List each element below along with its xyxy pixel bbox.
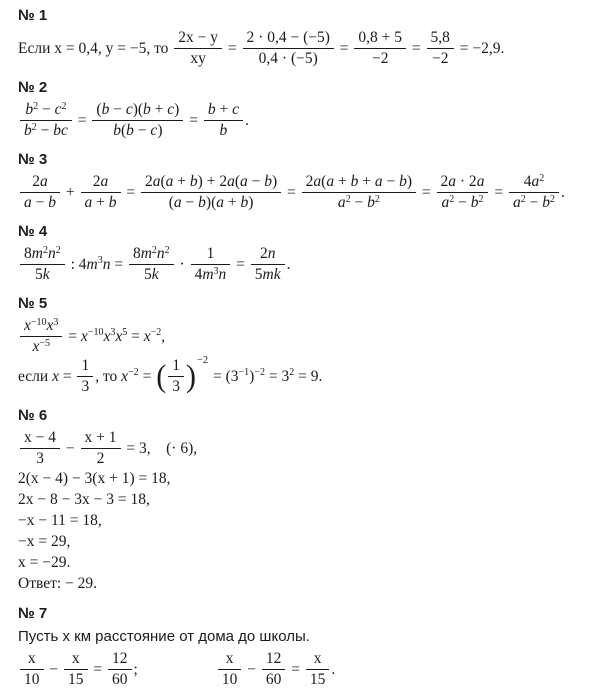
numerator: x xyxy=(218,650,242,670)
math-line xyxy=(18,245,590,284)
fraction xyxy=(241,29,336,68)
numerator: x xyxy=(306,650,330,670)
math-text: = $(3^{-1})^{-2} = 3^2 = 9$. xyxy=(209,367,323,385)
math-line xyxy=(18,511,590,531)
math-text: = xyxy=(408,39,425,57)
denominator: 60 xyxy=(112,671,128,688)
denominator: −2 xyxy=(371,50,389,67)
numerator: 1 xyxy=(77,357,93,377)
parenthesized-fraction xyxy=(155,357,209,396)
math-text: = xyxy=(287,660,304,678)
math-line xyxy=(18,357,590,396)
math-text: = −2,9. xyxy=(455,39,505,57)
numerator: x xyxy=(64,650,88,670)
problem-5 xyxy=(18,296,590,396)
denominator: $b^2$ − bc xyxy=(24,121,68,139)
math-text: 2(x − 4) − 3(x + 1) = 18, xyxy=(18,470,171,487)
numerator: 12 xyxy=(262,650,286,670)
denominator: xy xyxy=(190,50,206,67)
denominator: 3 xyxy=(172,378,180,395)
math-text: ; xyxy=(133,660,138,678)
numerator: 2a xyxy=(81,173,121,193)
denominator: a + b xyxy=(84,194,117,211)
problem-7 xyxy=(18,606,590,689)
math-text: если x = xyxy=(18,367,76,385)
denominator: 3 xyxy=(36,450,44,467)
problem-label: № 7 xyxy=(18,605,48,622)
numerator: x + 1 xyxy=(81,429,121,449)
math-line xyxy=(18,650,590,689)
problem-label: № 5 xyxy=(18,295,48,312)
math-line xyxy=(18,429,590,468)
denominator: 3 xyxy=(81,378,90,395)
fraction xyxy=(260,650,288,689)
denominator: $x^{-5}$ xyxy=(32,337,50,355)
math-line xyxy=(18,574,590,594)
numerator: $b^2 - c^2$ xyxy=(20,101,72,121)
denominator: 60 xyxy=(265,671,282,688)
numerator: 1 xyxy=(168,357,184,377)
fraction xyxy=(352,29,408,68)
denominator: 0,4 · (−5) xyxy=(258,50,318,67)
denominator: (a − b)(a + b) xyxy=(168,194,254,211)
denominator: 10 xyxy=(221,671,238,688)
fraction xyxy=(304,650,332,689)
numerator: (b − c)(b + c) xyxy=(92,101,183,121)
fraction xyxy=(172,29,224,68)
fraction xyxy=(249,245,287,284)
numerator: 5,8 xyxy=(427,29,454,49)
fraction xyxy=(18,650,46,689)
fraction xyxy=(18,173,62,212)
math-text: −x = 29, xyxy=(18,533,71,550)
math-text: Пусть x км расстояние от дома до школы. xyxy=(18,628,310,645)
math-text: + xyxy=(62,183,79,201)
numerator: 2a(a + b) + 2a(a − b) xyxy=(141,173,281,193)
denominator: b(b − c) xyxy=(113,122,163,139)
problem-6 xyxy=(18,408,590,594)
math-text: = xyxy=(89,660,106,678)
math-text: = xyxy=(185,111,202,129)
math-line xyxy=(18,490,590,510)
denominator: $4m^3n$ xyxy=(194,265,227,283)
math-text: = xyxy=(224,39,241,57)
numerator: 2a · 2a xyxy=(437,173,489,193)
math-text: . xyxy=(286,255,291,273)
numerator: 2a xyxy=(20,173,60,193)
math-text: 2x − 8 − 3x − 3 = 18, xyxy=(18,491,150,508)
fraction xyxy=(300,173,418,212)
denominator: $a^2 - b^2$ xyxy=(337,193,380,211)
problem-label: № 3 xyxy=(18,151,48,168)
math-text: , то $x^{-2}$ = xyxy=(95,367,156,385)
denominator: 15 xyxy=(309,671,326,688)
fraction xyxy=(18,317,64,356)
problem-2 xyxy=(18,80,590,140)
problem-label: № 6 xyxy=(18,407,48,424)
math-line xyxy=(18,317,590,356)
denominator: 15 xyxy=(68,671,84,688)
denominator: 5k xyxy=(35,266,50,283)
numerator: 0,8 + 5 xyxy=(354,29,406,49)
document xyxy=(18,8,590,689)
math-text: = 3, (· 6), xyxy=(122,439,198,457)
fraction xyxy=(18,429,62,468)
problem-label: № 4 xyxy=(18,223,48,240)
numerator: 2n xyxy=(251,245,285,265)
math-text: − xyxy=(62,439,79,457)
fraction xyxy=(127,245,176,284)
denominator: $a^2 - b^2$ xyxy=(441,193,484,211)
fraction xyxy=(425,29,456,68)
fraction xyxy=(75,357,95,396)
problem-label: № 1 xyxy=(18,7,48,24)
denominator: 2 xyxy=(96,450,105,467)
fraction xyxy=(79,173,123,212)
numerator: 12 xyxy=(108,650,132,670)
spacer xyxy=(138,669,216,670)
numerator: 2 · 0,4 − (−5) xyxy=(243,29,334,49)
denominator: 5mk xyxy=(254,266,281,283)
numerator: 2a(a + b + a − b) xyxy=(302,173,416,193)
denominator: $a^2 - b^2$ xyxy=(512,193,555,211)
fraction xyxy=(79,429,123,468)
math-line xyxy=(18,101,590,140)
exponent: −2 xyxy=(196,355,209,366)
denominator: a − b xyxy=(24,194,56,211)
math-text: : $4m^3n$ = xyxy=(66,255,127,273)
math-line xyxy=(18,469,590,489)
math-text: = xyxy=(122,183,139,201)
fraction xyxy=(435,173,491,212)
numerator: 1 xyxy=(191,245,231,265)
math-text: − xyxy=(45,660,62,678)
fraction xyxy=(139,173,283,212)
fraction xyxy=(90,101,185,140)
math-text: Если x = 0,4, y = −5, то xyxy=(18,39,173,57)
math-text: x = −29. xyxy=(18,554,71,571)
numerator: $4a^2$ xyxy=(509,173,559,193)
math-line xyxy=(18,553,590,573)
numerator: $x^{-10}x^3$ xyxy=(20,317,62,337)
numerator: x xyxy=(20,650,44,670)
denominator: 5k xyxy=(144,266,159,283)
fraction xyxy=(202,101,245,140)
math-text: = xyxy=(73,111,91,129)
math-text: = $x^{-10}x^3x^5 = x^{-2}$, xyxy=(64,327,166,345)
fraction xyxy=(189,245,233,284)
math-line xyxy=(18,532,590,552)
math-line xyxy=(18,173,590,212)
fraction xyxy=(166,357,186,396)
numerator: 2x − y xyxy=(174,29,222,49)
math-text: − xyxy=(243,660,260,678)
math-text: . xyxy=(244,111,249,129)
math-line xyxy=(18,29,590,68)
math-text: = xyxy=(335,39,353,57)
numerator: $8m^2n^2$ xyxy=(20,245,65,265)
math-text: Ответ: − 29. xyxy=(18,575,98,592)
denominator: −2 xyxy=(431,50,449,67)
denominator: 10 xyxy=(24,671,40,688)
math-text: · xyxy=(175,255,189,273)
numerator: x − 4 xyxy=(20,429,60,449)
math-text: −x − 11 = 18, xyxy=(18,512,102,529)
fraction xyxy=(18,101,74,140)
math-text: . xyxy=(560,183,565,201)
numerator: b + c xyxy=(204,101,243,121)
fraction xyxy=(216,650,244,689)
math-text: = xyxy=(418,183,435,201)
fraction xyxy=(106,650,134,689)
fraction xyxy=(507,173,561,212)
big-right-paren: ) xyxy=(185,358,196,394)
math-text: . xyxy=(331,660,336,678)
text-line xyxy=(18,627,590,647)
math-text: = xyxy=(283,183,300,201)
math-text: = xyxy=(490,183,507,201)
problem-3 xyxy=(18,152,590,212)
denominator: b xyxy=(219,122,228,139)
problem-4 xyxy=(18,224,590,284)
problem-1 xyxy=(18,8,590,68)
math-text: = xyxy=(232,255,249,273)
problem-label: № 2 xyxy=(18,79,48,96)
big-left-paren: ( xyxy=(156,358,167,394)
fraction xyxy=(62,650,90,689)
fraction xyxy=(18,245,67,284)
numerator: $8m^2n^2$ xyxy=(129,245,174,265)
